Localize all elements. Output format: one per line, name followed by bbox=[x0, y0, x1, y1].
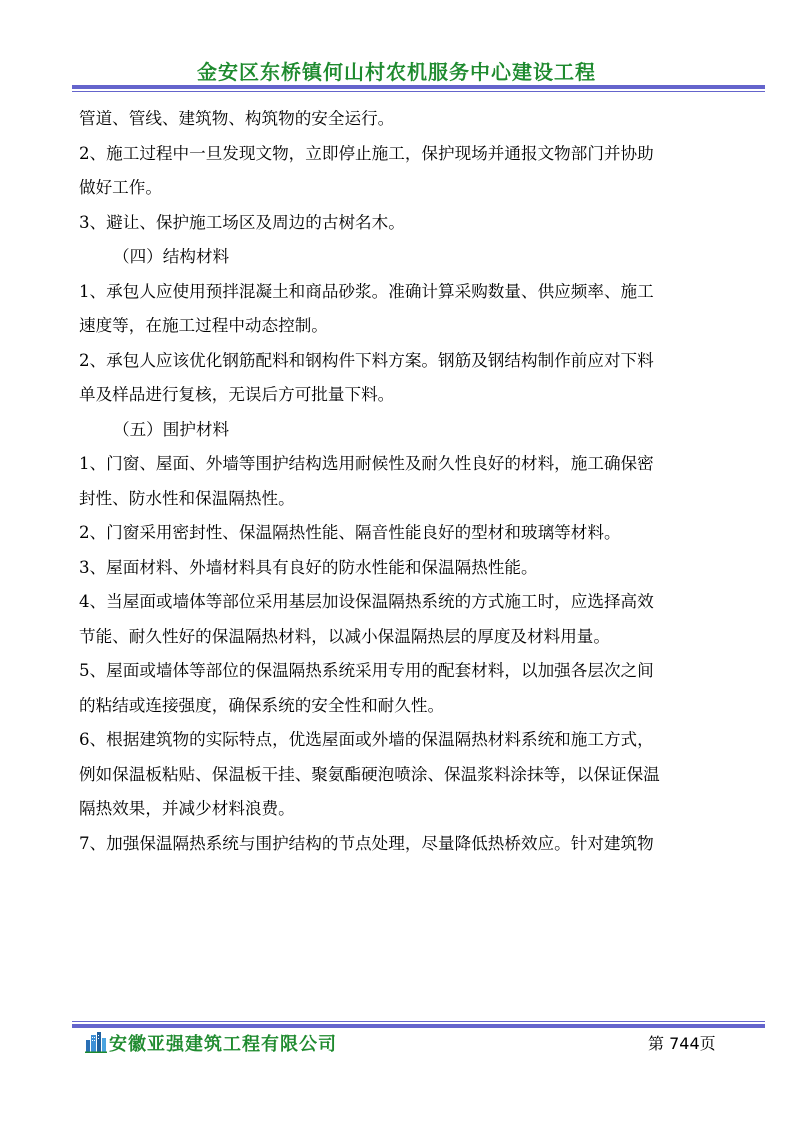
body-line: 3、屋面材料、外墙材料具有良好的防水性能和保温隔热性能。 bbox=[79, 557, 538, 577]
body-line: 1、承包人应使用预拌混凝土和商品砂浆。准确计算采购数量、供应频率、施工 bbox=[79, 281, 654, 301]
body-line: 4、当屋面或墙体等部位采用基层加设保温隔热系统的方式施工时，应选择高效 bbox=[79, 592, 654, 611]
page-number-value: 744 bbox=[669, 1034, 700, 1053]
body-line: 单及样品进行复核，无误后方可批量下料。 bbox=[79, 385, 395, 404]
body-line: 1、门窗、屋面、外墙等围护结构选用耐候性及耐久性良好的材料，施工确保密 bbox=[79, 454, 654, 473]
body-line: 封性、防水性和保温隔热性。 bbox=[79, 488, 295, 508]
header-divider bbox=[72, 85, 765, 92]
page-number bbox=[648, 1031, 716, 1054]
body-line: 做好工作。 bbox=[79, 178, 162, 197]
document-header-title: 金安区东桥镇何山村农机服务中心建设工程 bbox=[197, 60, 596, 84]
building-logo-icon bbox=[85, 1031, 107, 1053]
body-line: 节能、耐久性好的保温隔热材料，以减小保温隔热层的厚度及材料用量。 bbox=[79, 626, 610, 646]
body-line: 2、门窗采用密封性、保温隔热性能、隔音性能良好的型材和玻璃等材料。 bbox=[79, 523, 621, 542]
body-line: 6、根据建筑物的实际特点，优选屋面或外墙的保温隔热材料系统和施工方式， bbox=[79, 730, 654, 749]
section-heading: （四）结构材料 bbox=[113, 247, 230, 266]
body-line: 速度等，在施工过程中动态控制。 bbox=[79, 316, 328, 335]
body-line: 例如保温板粘贴、保温板干挂、聚氨酯硬泡喷涂、保温浆料涂抹等，以保证保温 bbox=[79, 764, 660, 784]
body-line: 的粘结或连接强度，确保系统的安全性和耐久性。 bbox=[79, 695, 445, 715]
section-heading: （五）围护材料 bbox=[113, 419, 230, 439]
page-number-prefix: 第 bbox=[648, 1034, 665, 1053]
body-line: 隔热效果，并减少材料浪费。 bbox=[79, 799, 295, 818]
body-line: 5、屋面或墙体等部位的保温隔热系统采用专用的配套材料，以加强各层次之间 bbox=[79, 661, 654, 680]
page-number-suffix: 页 bbox=[699, 1034, 716, 1053]
body-line: 2、施工过程中一旦发现文物，立即停止施工，保护现场并通报文物部门并协助 bbox=[79, 143, 654, 163]
body-line: 2、承包人应该优化钢筋配料和钢构件下料方案。钢筋及钢结构制作前应对下料 bbox=[79, 350, 654, 370]
footer-company-name: 安徽亚强建筑工程有限公司 bbox=[109, 1034, 337, 1055]
body-line: 7、加强保温隔热系统与围护结构的节点处理，尽量降低热桥效应。针对建筑物 bbox=[79, 833, 654, 853]
body-line: 管道、管线、建筑物、构筑物的安全运行。 bbox=[79, 109, 395, 128]
footer-divider bbox=[72, 1021, 765, 1028]
document-body bbox=[79, 102, 739, 861]
body-line: 3、避让、保护施工场区及周边的古树名木。 bbox=[79, 212, 405, 232]
